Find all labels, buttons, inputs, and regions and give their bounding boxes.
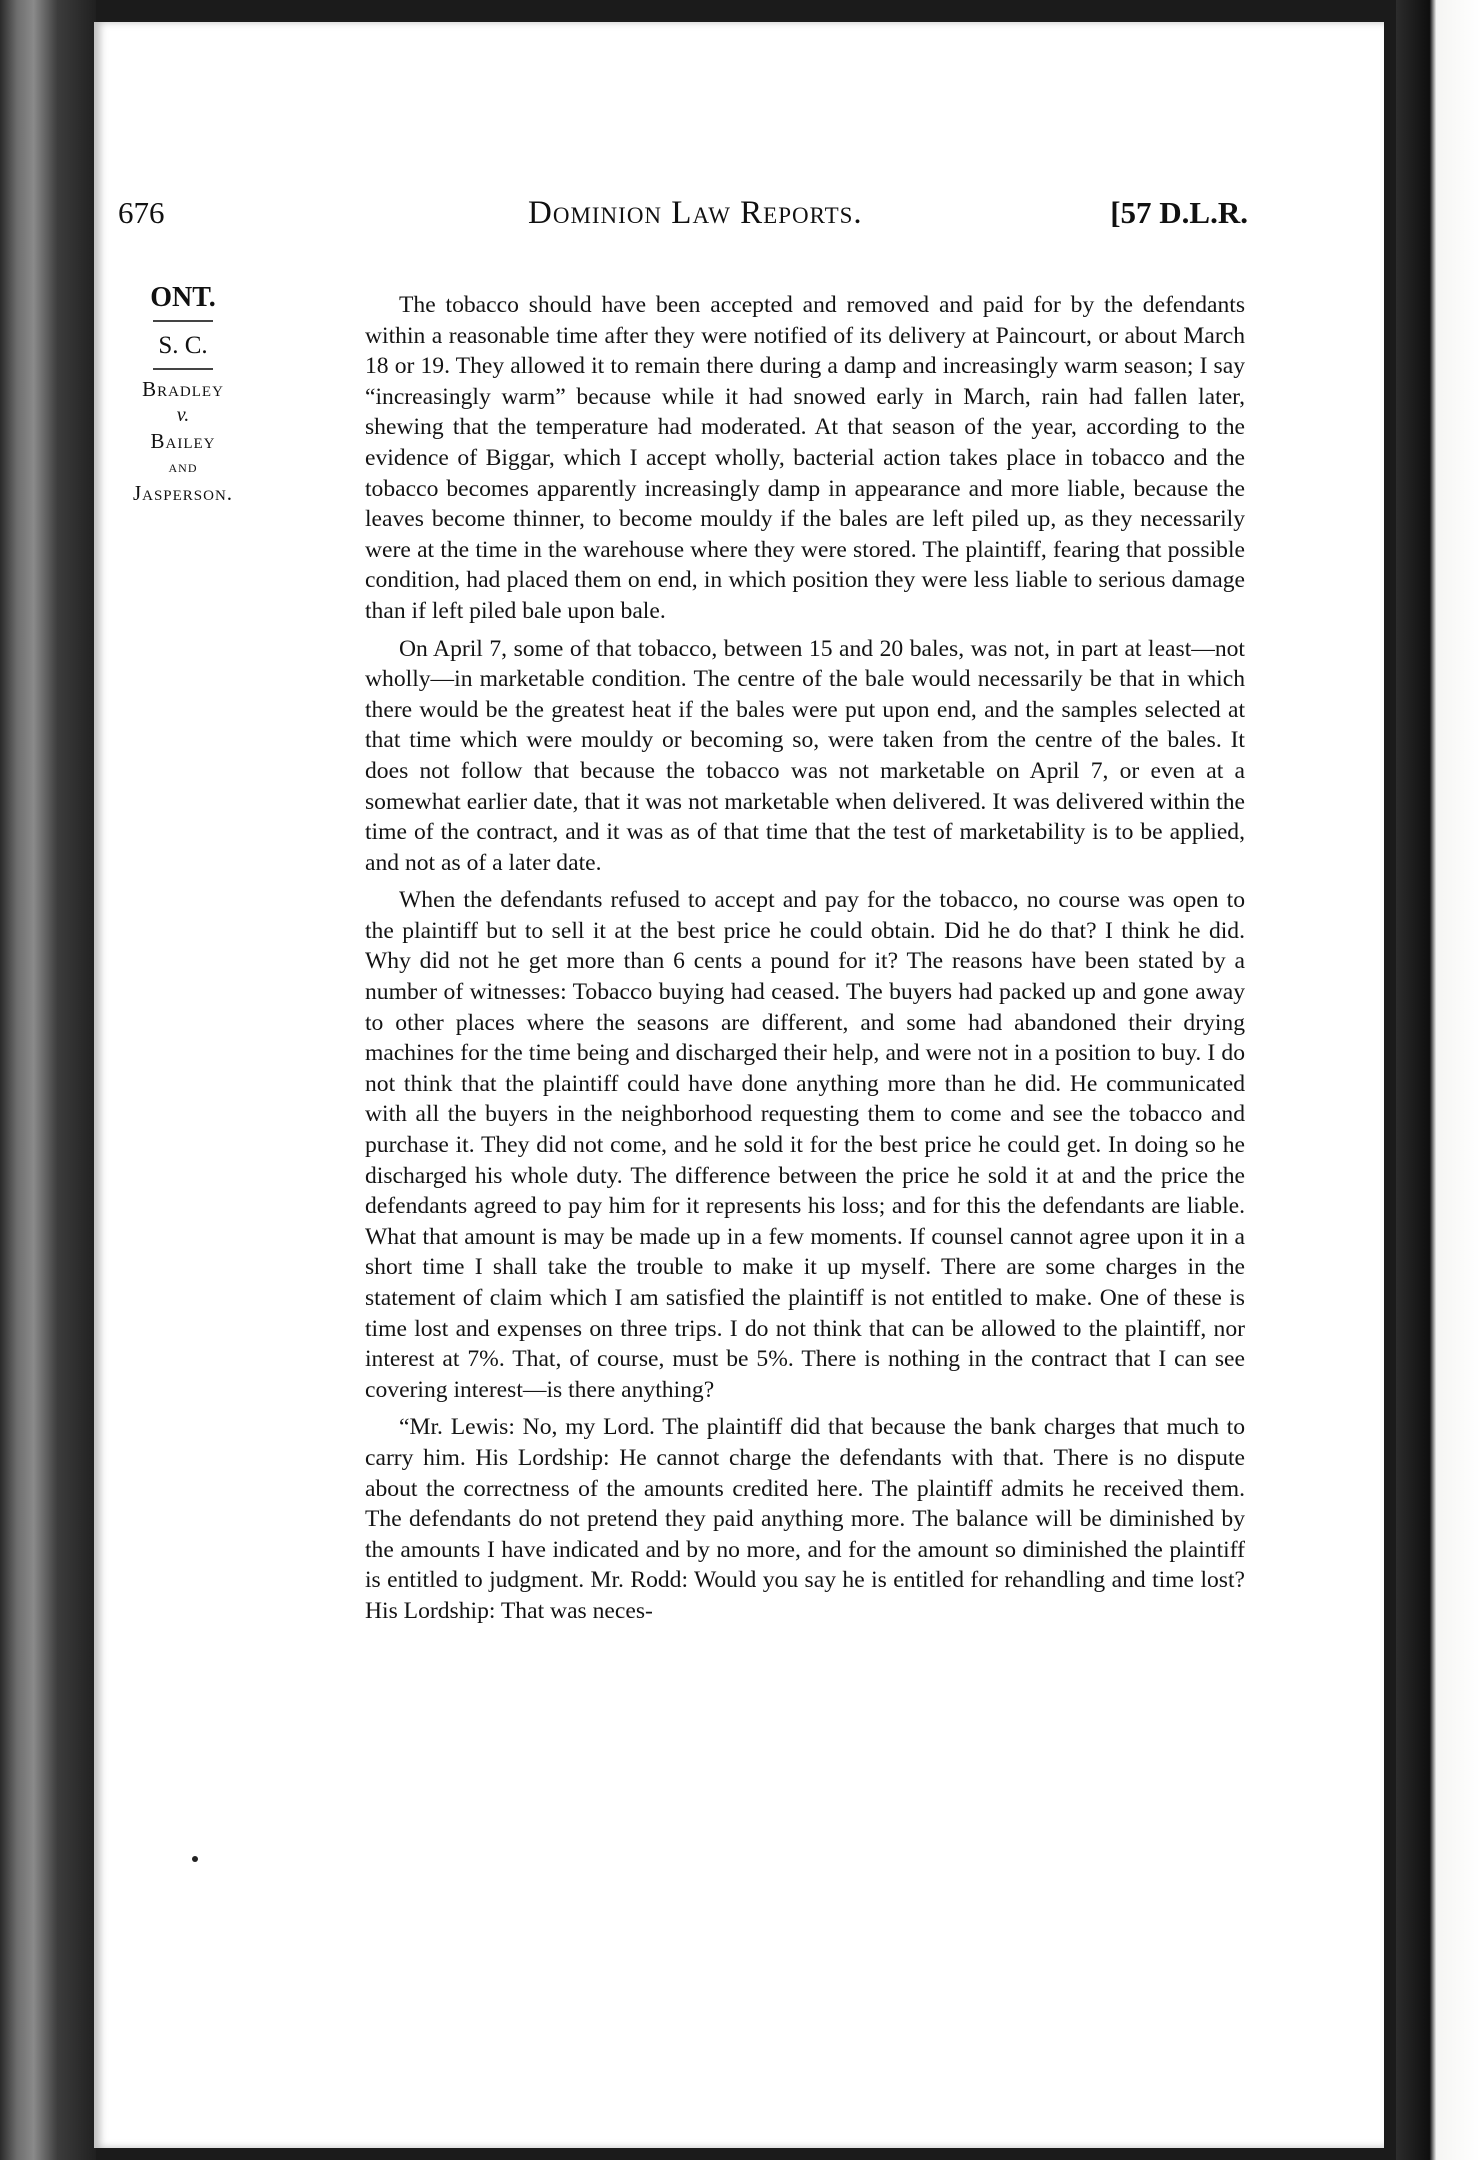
page-number: 676: [118, 195, 165, 230]
scan-right-edge: [1396, 0, 1480, 2160]
judgment-text: [365, 290, 1245, 1627]
party-plaintiff: Bradley: [142, 377, 224, 401]
court-abbrev: S. C.: [158, 332, 208, 359]
sidenote-rule: [153, 320, 213, 322]
paragraph: “Mr. Lewis: No, my Lord. The plaintiff did that because the bank charges that much to carry him. His Lordship: He cannot charge the defendants with that. There is no dispute about the correctness of the amounts credited here. The plaintiff admits he received them. The defendants do not pretend they paid anything more. The balance will be diminished by the amounts I have indicated and by no more, and for the amount so diminished the plaintiff is entitled to judgment. Mr. Rodd: Would you say he is entitled for rehandling and time lost? His Lordship: That was neces-: [365, 1414, 1245, 1624]
paragraph: The tobacco should have been accepted and removed and paid for by the defendants within a reasonable time after they were notified of its delivery at Paincourt, or about March 18 or 19. They allowed it to remain there during a damp and increasingly warm season; I say “increasingly warm” because while it had snowed early in March, rain had fallen later, shewing that the temperature had moderated. At that season of the year, according to the evidence of Biggar, which I accept wholly, bacterial action takes place in tobacco and the tobacco becomes apparently increasingly damp in appearance and more liable, because the leaves become thinner, to become mouldy if the bales are left piled up, as they necessarily were at the time in the warehouse where they were stored. The plaintiff, fearing that possible condition, had placed them on end, in which position they were less liable to serious damage than if left piled bale upon bale.: [365, 292, 1245, 624]
margin-mark: [192, 1856, 198, 1862]
jurisdiction: ONT.: [150, 282, 216, 313]
scan-left-edge: [0, 0, 96, 2160]
party-defendant-1: Bailey: [150, 429, 216, 453]
versus: v.: [176, 404, 190, 426]
and-word: and: [168, 457, 198, 476]
paragraph: On April 7, some of that tobacco, between 15 and 20 bales, was not, in part at least—not wholly—in marketable condition. The centre of the bale would necessarily be that in which there would be the greatest heat if the bales were put upon end, and the samples selected at that time which were mouldy or becoming so, were taken from the centre of the bales. It does not follow that because the tobacco was not marketable on April 7, or even at a somewhat earlier date, that it was not marketable when delivered. It was delivered within the time of the contract, and it was as of that time that the test of marketability is to be applied, and not as of a later date.: [365, 635, 1245, 876]
case-sidenote: [118, 280, 248, 508]
paragraph: When the defendants refused to accept and pay for the tobacco, no course was open to the plaintiff but to sell it at the best price he could obtain. Did he do that? I think he did. Why did not he get more than 6 cents a pound for it? The reasons have been stated by a number of witnesses: Tobacco buying had ceased. The buyers had packed up and gone away to other places where the seasons are different, and some had abandoned their drying machines for the time being and discharged their help, and were not in a position to buy. I do not think that the plaintiff could have done anything more than he did. He communicated with all the buyers in the neighborhood requesting them to come and see the tobacco and purchase it. They did not come, and he sold it for the best price he could get. In doing so he discharged his whole duty. The difference between the price he sold it at and the price the defendants agreed to pay him for it represents his loss; and for this the defendants are liable. What that amount is may be made up in a few moments. If counsel cannot agree upon it in a short time I shall take the trouble to make it up myself. There are some charges in the statement of claim which I am satisfied the plaintiff is not entitled to make. One of these is time lost and expenses on three trips. I do not think that can be allowed to the plaintiff, nor interest at 7%. That, of course, must be 5%. There is nothing in the contract that I can see covering interest—is there anything?: [365, 887, 1245, 1403]
sidenote-rule: [153, 368, 213, 370]
party-defendant-2: Jasperson.: [132, 481, 234, 505]
volume-reference: [57 D.L.R.: [1110, 195, 1248, 230]
page-header: [118, 195, 1248, 245]
running-title: Dominion Law Reports.: [528, 195, 863, 231]
